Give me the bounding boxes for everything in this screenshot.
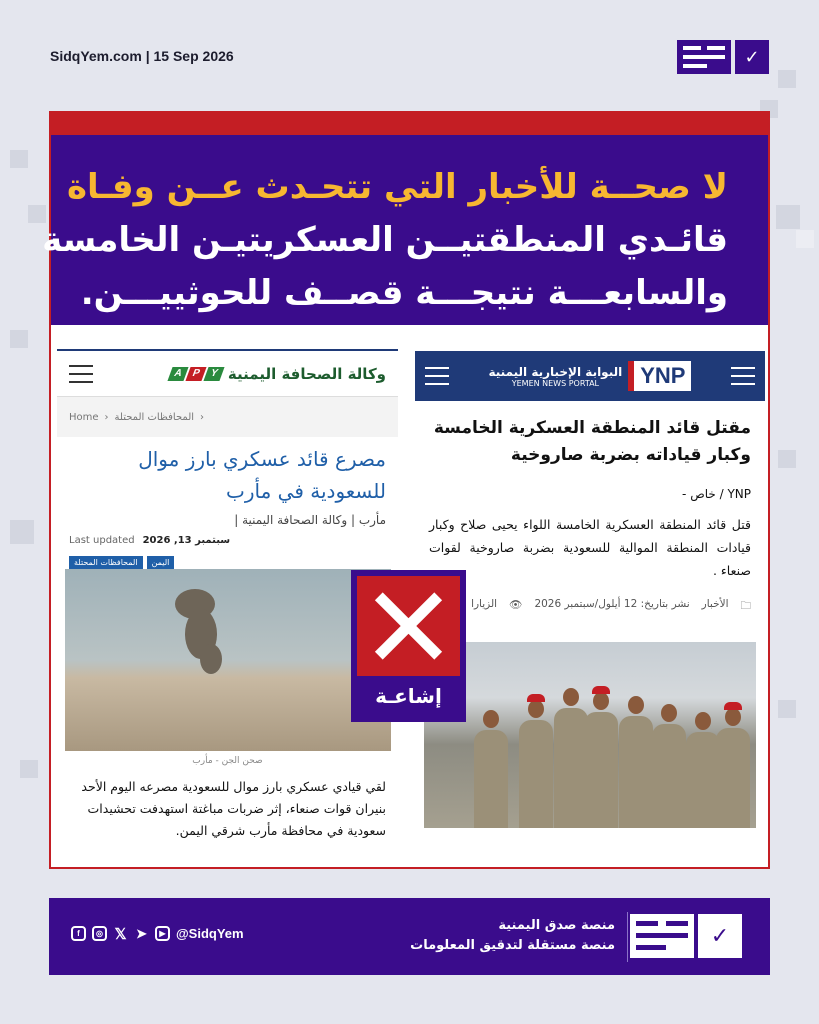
saba-photo-caption: صحن الجن - مأرب bbox=[192, 756, 263, 766]
site-date: SidqYem.com | 15 Sep 2026 bbox=[50, 48, 234, 64]
saba-logo bbox=[170, 365, 386, 383]
social-links bbox=[71, 926, 244, 941]
saba-photo bbox=[65, 569, 391, 751]
eye-icon: 👁 bbox=[509, 599, 523, 611]
headline-line-2: قائـدي المنطقتيــن العسكريتيـن الخامسة bbox=[42, 220, 728, 260]
check-icon: ✓ bbox=[698, 914, 742, 958]
tag: اليمن bbox=[147, 556, 175, 569]
ynp-body: قتل قائد المنطقة العسكرية الخامسة اللواء يحيى صلاح وكبار قيادات المنطقة الموالية للسعودية بضربة صاروخية لقوات صنعاء . bbox=[429, 517, 751, 578]
ynp-meta bbox=[415, 582, 765, 616]
ynp-photo bbox=[424, 642, 756, 828]
saba-source: مأرب | وكالة الصحافة اليمنية | bbox=[234, 513, 386, 527]
folder-icon: 🗀 bbox=[740, 600, 751, 612]
menu-icon bbox=[731, 367, 755, 385]
youtube-icon[interactable]: ▶ bbox=[155, 926, 170, 941]
chevron-icon: › bbox=[200, 411, 205, 423]
alert-bar bbox=[51, 113, 768, 135]
footer-divider bbox=[627, 912, 628, 962]
verdict-label: إشاعـة bbox=[375, 684, 442, 708]
footer-subtitle: منصة مستقلة لتدقيق المعلومات bbox=[410, 938, 615, 953]
saba-date-label: Last updated bbox=[69, 535, 135, 546]
facebook-icon[interactable]: f bbox=[71, 926, 86, 941]
ynp-date: نشر بتاريخ: 12 أيلول/سبتمبر 2026 bbox=[534, 598, 690, 610]
cross-icon bbox=[357, 576, 460, 676]
ynp-brand-en: YEMEN NEWS PORTAL bbox=[511, 378, 600, 388]
ynp-source: YNP / خاص - bbox=[682, 487, 751, 501]
chevron-icon: › bbox=[104, 411, 109, 423]
crumb-section: المحافظات المحتلة bbox=[114, 411, 195, 423]
instagram-icon[interactable]: ◎ bbox=[92, 926, 107, 941]
menu-icon bbox=[69, 365, 93, 383]
check-icon: ✓ bbox=[735, 40, 769, 74]
fact-check-card bbox=[42, 111, 770, 869]
footer-text bbox=[410, 916, 615, 956]
tag: المحافظات المحتلة bbox=[69, 556, 143, 569]
saba-date-value: سبتمبر 13, 2026 bbox=[142, 535, 231, 546]
saba-article-screenshot bbox=[57, 349, 398, 849]
breadcrumb bbox=[57, 397, 398, 437]
saba-date bbox=[57, 527, 398, 546]
ypa-logo-mark: Y P A bbox=[170, 367, 222, 381]
footer-title: منصة صدق اليمنية bbox=[498, 918, 615, 933]
menu-icon bbox=[425, 367, 449, 385]
ynp-visits: الزيارا bbox=[471, 598, 498, 610]
ynp-title: مقتل قائد المنطقة العسكرية الخامسة وكبار قياداته بضربة صاروخية bbox=[433, 418, 751, 465]
headline bbox=[42, 135, 768, 325]
social-handle[interactable]: @SidqYem bbox=[176, 926, 244, 941]
saba-body: لقي قيادي عسكري بارز موال للسعودية مصرعه اليوم الأحد بنيران قوات صنعاء، إثر ضربات مباغتة استهدفت تحشيدات سعودية في محافظة مأرب شرقي اليمن. bbox=[81, 779, 386, 838]
ynp-header bbox=[415, 351, 765, 401]
telegram-icon[interactable]: ➤ bbox=[136, 925, 147, 941]
ynp-category: الأخبار bbox=[701, 598, 729, 610]
saba-tags bbox=[57, 546, 398, 569]
headline-line-1: لا صحــة للأخبار التي تتحـدث عــن وفـاة bbox=[66, 167, 728, 207]
saba-header bbox=[57, 351, 398, 397]
saba-title: مصرع قائد عسكري بارز موال للسعودية في مأرب bbox=[138, 447, 386, 503]
saba-logo-text: وكالة الصحافة اليمنية bbox=[227, 364, 386, 383]
sidq-logo bbox=[677, 40, 769, 74]
rumor-verdict-badge bbox=[351, 570, 466, 722]
footer-logo bbox=[630, 914, 742, 958]
crumb-home: Home bbox=[69, 411, 99, 423]
ynp-logo bbox=[489, 361, 692, 391]
x-icon[interactable]: 𝕏 bbox=[114, 925, 127, 943]
ynp-badge: YNP bbox=[628, 361, 691, 391]
footer bbox=[49, 898, 770, 975]
headline-line-3: والسابعـــة نتيجـــة قصــف للحوثييـــن. bbox=[80, 273, 728, 313]
ynp-brand-ar: البوابة الإخبارية اليمنية bbox=[488, 364, 623, 379]
